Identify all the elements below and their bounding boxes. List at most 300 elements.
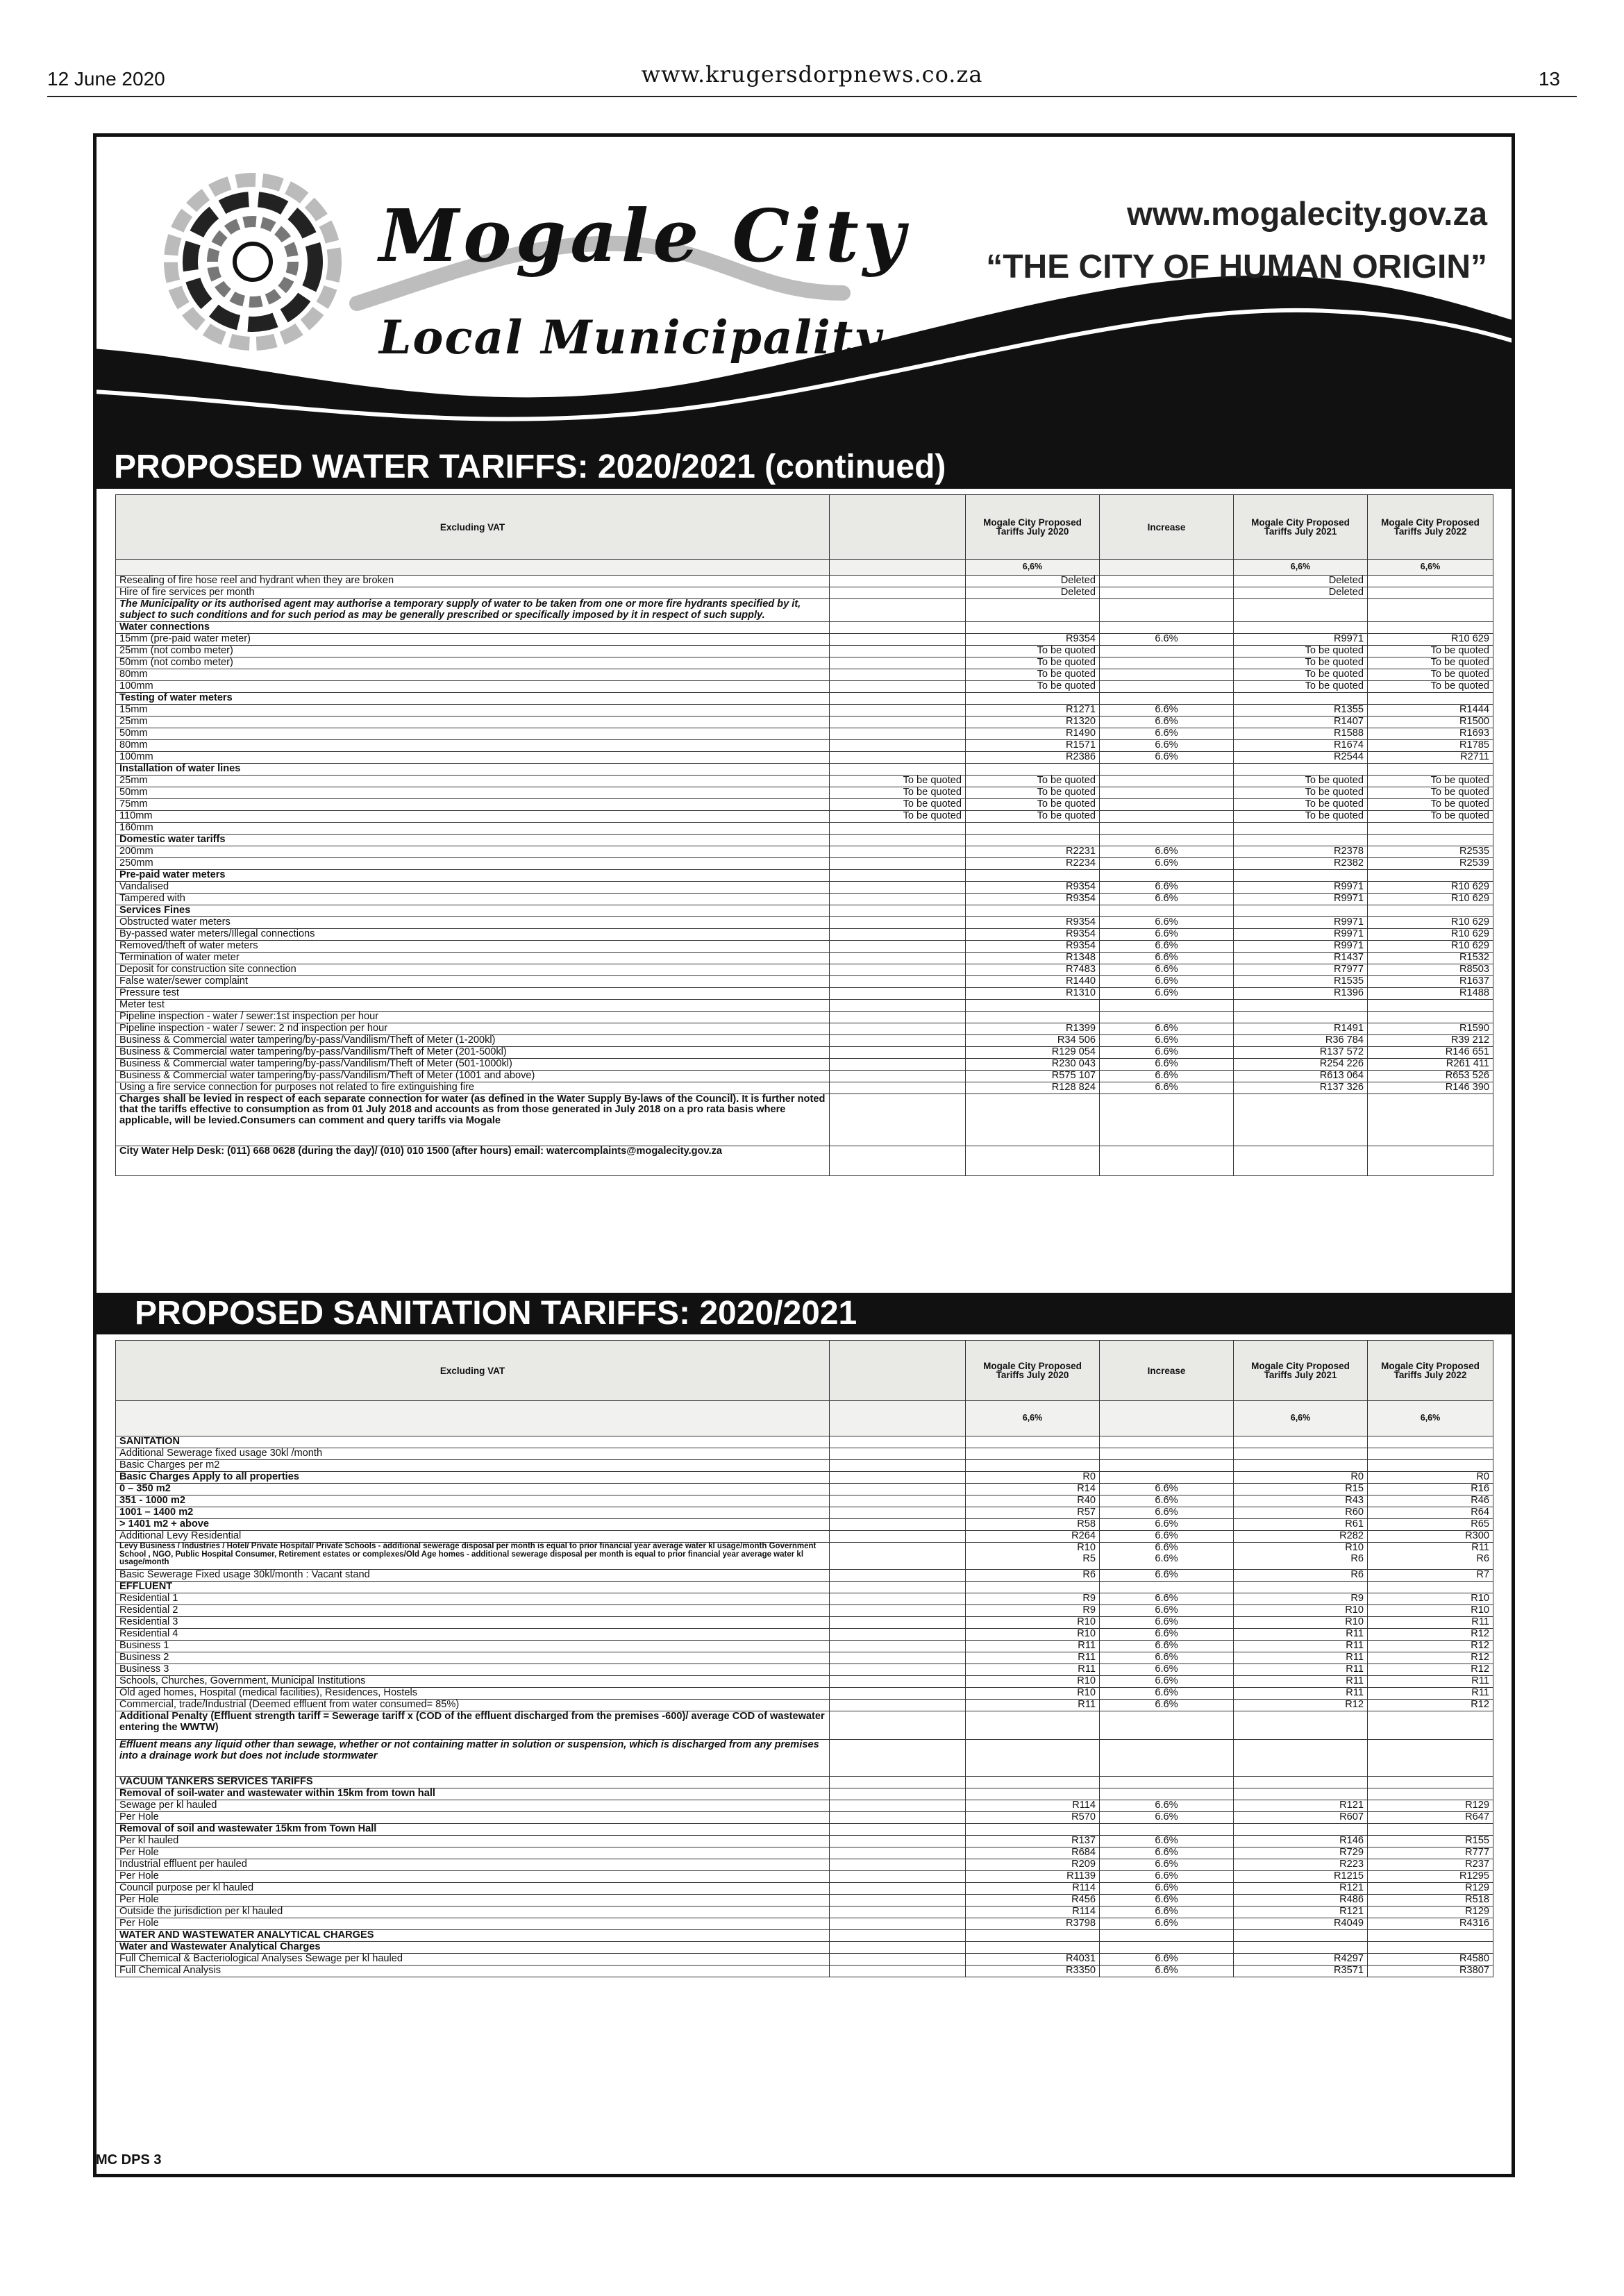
tariff-value: R16 — [1368, 1484, 1493, 1495]
tariff-value: R10 629 — [1368, 940, 1493, 952]
tariff-value: R58 — [966, 1519, 1100, 1531]
percent-cell: 6,6% — [966, 1401, 1100, 1436]
tariff-value: R4316 — [1368, 1918, 1493, 1930]
tariff-description: Installation of water lines — [116, 763, 830, 775]
tariff-value: 6.6% — [1100, 1800, 1234, 1812]
tariff-value: R11 — [966, 1700, 1100, 1711]
tariff-value: To be quoted — [1368, 775, 1493, 787]
tariff-value: R1490 — [966, 728, 1100, 739]
tariff-value: R11 — [1234, 1652, 1368, 1664]
tariff-description: Per Hole — [116, 1895, 830, 1907]
tariff-description: Using a fire service connection for purposes not related to fire extinguishing fire — [116, 1082, 830, 1093]
tariff-description: Additional Sewerage fixed usage 30kl /month — [116, 1448, 830, 1460]
tariff-value: R9354 — [966, 881, 1100, 893]
tariff-value: R9354 — [966, 893, 1100, 905]
advert-border — [93, 133, 1515, 2177]
tariff-value: R2382 — [1234, 857, 1368, 869]
tariff-description: Resealing of fire hose reel and hydrant when they are broken — [116, 576, 830, 587]
tariff-description: Business & Commercial water tampering/by-pass/Vandilism/Theft of Meter (1001 and above) — [116, 1070, 830, 1082]
tariff-value: R155 — [1368, 1836, 1493, 1847]
tariff-value: R1637 — [1368, 975, 1493, 987]
tariff-description: Residential 1 — [116, 1593, 830, 1605]
tariff-description: Pipeline inspection - water / sewer: 2 nd inspection per hour — [116, 1023, 830, 1034]
tariff-value: R607 — [1234, 1812, 1368, 1824]
tariff-value: R9 — [966, 1593, 1100, 1605]
tariff-value: R121 — [1234, 1800, 1368, 1812]
tariff-value: R647 — [1368, 1812, 1493, 1824]
tariff-value: R11 — [1368, 1676, 1493, 1688]
tariff-value: R9971 — [1234, 881, 1368, 893]
tariff-value: R10 629 — [1368, 928, 1493, 940]
tariff-value: R10 — [1368, 1605, 1493, 1617]
tariff-value: To be quoted — [966, 657, 1100, 669]
tariff-value: R65 — [1368, 1519, 1493, 1531]
tariff-value: R1271 — [966, 704, 1100, 716]
tariff-value: 6.6% — [1100, 916, 1234, 928]
tariff-value: To be quoted — [1234, 669, 1368, 680]
tariff-description: Basic Charges per m2 — [116, 1460, 830, 1472]
tariff-description: Additional Penalty (Effluent strength tariff = Sewerage tariff x (COD of the effluent discharged from the premises -600)/ average COD of wastewater entering the WWTW) — [116, 1711, 830, 1740]
tariff-value: R12 — [1368, 1652, 1493, 1664]
tariff-description: Pressure test — [116, 987, 830, 999]
tariff-value: To be quoted — [1234, 775, 1368, 787]
tariff-value: R10 R6 — [1234, 1543, 1368, 1570]
tariff-value: R1491 — [1234, 1023, 1368, 1034]
tariff-value: R12 — [1368, 1641, 1493, 1652]
tariff-value: R9 — [966, 1605, 1100, 1617]
tariff-description: Industrial effluent per hauled — [116, 1859, 830, 1871]
tariff-value: R1399 — [966, 1023, 1100, 1034]
tariff-description: 100mm — [116, 680, 830, 692]
tariff-value: R129 — [1368, 1883, 1493, 1895]
tariff-description: 200mm — [116, 846, 830, 857]
tariff-description: By-passed water meters/Illegal connections — [116, 928, 830, 940]
tariff-value: R300 — [1368, 1531, 1493, 1543]
tariff-value: R684 — [966, 1847, 1100, 1859]
tariff-value: 6.6% — [1100, 1966, 1234, 1977]
tariff-description: 50mm — [116, 728, 830, 739]
tariff-description: Schools, Churches, Government, Municipal Institutions — [116, 1676, 830, 1688]
tariff-description: Hire of fire services per month — [116, 587, 830, 599]
tariff-description: Basic Sewerage Fixed usage 30kl/month : Vacant stand — [116, 1570, 830, 1582]
tariff-description: 15mm (pre-paid water meter) — [116, 633, 830, 645]
tariff-value: To be quoted — [830, 787, 966, 798]
tariff-description: Levy Business / Industries / Hotel/ Private Hospital/ Private Schools - additional sewerage disposal per month is equal to prior financial year average water kl usage/month Government School , NGO, Public Hospital Consumer, Retirement estates or complexes/Old Age homes - additional sewerage disposal per month is equal to prior financial year average water kl usage/month — [116, 1543, 830, 1570]
tariff-value: 6.6% — [1100, 1070, 1234, 1082]
tariff-description: Full Chemical Analysis — [116, 1966, 830, 1977]
tariff-value: R121 — [1234, 1907, 1368, 1918]
tariff-value: Deleted — [1234, 576, 1368, 587]
tariff-description: Deposit for construction site connection — [116, 964, 830, 975]
tariff-value: R11 — [1234, 1629, 1368, 1641]
tariff-value: R6 — [966, 1570, 1100, 1582]
tariff-description: Water and Wastewater Analytical Charges — [116, 1942, 830, 1954]
tariff-value: R2711 — [1368, 751, 1493, 763]
tariff-value: 6.6% — [1100, 1688, 1234, 1700]
tariff-value: R1440 — [966, 975, 1100, 987]
tariff-value: R10 R5 — [966, 1543, 1100, 1570]
tariff-value: R1320 — [966, 716, 1100, 728]
tariff-value: 6.6% — [1100, 857, 1234, 869]
tariff-value: R1295 — [1368, 1871, 1493, 1883]
tariff-value: R456 — [966, 1895, 1100, 1907]
tariff-value: To be quoted — [1234, 645, 1368, 657]
tariff-value: R2539 — [1368, 857, 1493, 869]
tariff-description: 25mm (not combo meter) — [116, 645, 830, 657]
tariff-value: R114 — [966, 1800, 1100, 1812]
tariff-value: R570 — [966, 1812, 1100, 1824]
tariff-value: R223 — [1234, 1859, 1368, 1871]
tariff-value: To be quoted — [966, 645, 1100, 657]
footer-code: MC DPS 3 — [96, 2152, 162, 2168]
tariff-value: 6.6% — [1100, 1918, 1234, 1930]
tariff-value: R129 — [1368, 1907, 1493, 1918]
tariff-value: 6.6% — [1100, 975, 1234, 987]
tariff-value: R114 — [966, 1883, 1100, 1895]
tariff-description: Council purpose per kl hauled — [116, 1883, 830, 1895]
tariff-description: Per Hole — [116, 1871, 830, 1883]
tariff-description: Outside the jurisdiction per kl hauled — [116, 1907, 830, 1918]
tariff-value: R11 — [966, 1664, 1100, 1676]
tariff-description: Tampered with — [116, 893, 830, 905]
tariff-description: Removal of soil and wastewater 15km from Town Hall — [116, 1824, 830, 1836]
tariff-value: R1588 — [1234, 728, 1368, 739]
tariff-value: 6.6% — [1100, 1519, 1234, 1531]
tariff-description: Residential 3 — [116, 1617, 830, 1629]
tariff-value: 6.6% — [1100, 1570, 1234, 1582]
tariff-value: R9971 — [1234, 633, 1368, 645]
tariff-value: R10 — [1234, 1605, 1368, 1617]
tariff-value: R729 — [1234, 1847, 1368, 1859]
issue-date: 12 June 2020 — [47, 68, 165, 90]
tariff-value: R7977 — [1234, 964, 1368, 975]
tariff-value: To be quoted — [830, 798, 966, 810]
tariff-value: 6.6% — [1100, 1676, 1234, 1688]
tariff-value: R11 — [1234, 1688, 1368, 1700]
tariff-value: To be quoted — [966, 798, 1100, 810]
tariff-value: 6.6% — [1100, 1531, 1234, 1543]
tariff-value: R46 — [1368, 1495, 1493, 1507]
tariff-description: Charges shall be levied in respect of each separate connection for water (as defined in the Water Supply By-laws of the Council). It is further noted that the tariffs effective to consumption as from 01 July 2018 and accounts as from those generated in July 2018 on a pro rata basis where applicable, will be levied.Consumers can comment and query tariffs via Mogale — [116, 1093, 830, 1146]
tariff-value: R9354 — [966, 916, 1100, 928]
column-header: Mogale City Proposed Tariffs July 2021 — [1234, 1341, 1368, 1401]
tariff-value: R34 506 — [966, 1034, 1100, 1046]
tariff-value: To be quoted — [966, 787, 1100, 798]
tariff-value: R1785 — [1368, 739, 1493, 751]
tariff-value: R1348 — [966, 952, 1100, 964]
tariff-value: R1355 — [1234, 704, 1368, 716]
tariff-value: R0 — [1368, 1472, 1493, 1484]
tariff-value: R129 — [1368, 1800, 1493, 1812]
tariff-value: 6.6% — [1100, 1058, 1234, 1070]
tariff-description: Business & Commercial water tampering/by-pass/Vandilism/Theft of Meter (201-500kl) — [116, 1046, 830, 1058]
tariff-value: R1590 — [1368, 1023, 1493, 1034]
tariff-description: EFFLUENT — [116, 1582, 830, 1593]
tariff-description: 1001 – 1400 m2 — [116, 1507, 830, 1519]
percent-cell: 6,6% — [1234, 1401, 1368, 1436]
tariff-description: Termination of water meter — [116, 952, 830, 964]
tariff-value: R129 054 — [966, 1046, 1100, 1058]
tariff-value: R7 — [1368, 1570, 1493, 1582]
tariff-description: Removed/theft of water meters — [116, 940, 830, 952]
tariff-value: 6.6% — [1100, 751, 1234, 763]
column-header: Excluding VAT — [116, 1341, 830, 1401]
tariff-description: Removal of soil-water and wastewater within 15km from town hall — [116, 1788, 830, 1800]
column-header: Increase — [1100, 1341, 1234, 1401]
tariff-value: R137 572 — [1234, 1046, 1368, 1058]
tariff-value: To be quoted — [1234, 810, 1368, 822]
municipality-website: www.mogalecity.gov.za — [1127, 195, 1487, 232]
tariff-description: 250mm — [116, 857, 830, 869]
tariff-value: To be quoted — [1368, 798, 1493, 810]
brand-subtitle: Local Municipality — [379, 310, 882, 364]
tariff-value: R11 — [1368, 1688, 1493, 1700]
tariff-value: R1532 — [1368, 952, 1493, 964]
tariff-description: Meter test — [116, 999, 830, 1011]
percent-cell: 6,6% — [966, 560, 1100, 576]
tariff-description: 75mm — [116, 798, 830, 810]
tariff-value: R613 064 — [1234, 1070, 1368, 1082]
tariff-description: WATER AND WASTEWATER ANALYTICAL CHARGES — [116, 1930, 830, 1942]
tariff-description: Water connections — [116, 621, 830, 633]
tariff-value: R11 — [1368, 1617, 1493, 1629]
tariff-value: R3571 — [1234, 1966, 1368, 1977]
tariff-description: 50mm (not combo meter) — [116, 657, 830, 669]
tariff-value: 6.6% — [1100, 1954, 1234, 1966]
tariff-description: Business & Commercial water tampering/by-pass/Vandilism/Theft of Meter (1-200kl) — [116, 1034, 830, 1046]
tariff-value: To be quoted — [1234, 798, 1368, 810]
tariff-value: R10 — [1368, 1593, 1493, 1605]
tariff-description: Effluent means any liquid other than sewage, whether or not containing matter in solution or suspension, which is discharged from any premises into a drainage work but does not include stormwater — [116, 1740, 830, 1777]
tariff-value: To be quoted — [830, 810, 966, 822]
column-header: Increase — [1100, 495, 1234, 560]
column-header: Mogale City Proposed Tariffs July 2020 — [966, 495, 1100, 560]
column-header: Mogale City Proposed Tariffs July 2022 — [1368, 495, 1493, 560]
tariff-description: City Water Help Desk: (011) 668 0628 (during the day)/ (010) 010 1500 (after hours) email: watercomplaints@mogalecity.gov.za — [116, 1146, 830, 1175]
tariff-value: R9971 — [1234, 893, 1368, 905]
tariff-value: 6.6% — [1100, 1895, 1234, 1907]
tariff-value: R9971 — [1234, 940, 1368, 952]
tariff-value: R11 — [966, 1641, 1100, 1652]
tariff-value: 6.6% — [1100, 893, 1234, 905]
tariff-description: 80mm — [116, 739, 830, 751]
tariff-value: To be quoted — [966, 775, 1100, 787]
tariff-value: R11 — [1234, 1676, 1368, 1688]
tariff-description: 50mm — [116, 787, 830, 798]
tariff-value: R121 — [1234, 1883, 1368, 1895]
tariff-value: 6.6% — [1100, 1593, 1234, 1605]
tariff-value: 6.6% — [1100, 633, 1234, 645]
tariff-value: To be quoted — [966, 680, 1100, 692]
tariff-value: To be quoted — [1234, 657, 1368, 669]
brand-name: Mogale City — [379, 193, 910, 278]
tariff-value: 6.6% — [1100, 1700, 1234, 1711]
tariff-description: 25mm — [116, 775, 830, 787]
tariff-value: R1437 — [1234, 952, 1368, 964]
tariff-value: R1674 — [1234, 739, 1368, 751]
column-header: Mogale City Proposed Tariffs July 2021 — [1234, 495, 1368, 560]
tariff-value: R4049 — [1234, 1918, 1368, 1930]
tariff-value: 6.6% — [1100, 964, 1234, 975]
tariff-value: 6.6% — [1100, 846, 1234, 857]
tariff-value: R9354 — [966, 928, 1100, 940]
tariff-value: R9971 — [1234, 928, 1368, 940]
tariff-description: Pipeline inspection - water / sewer:1st inspection per hour — [116, 1011, 830, 1023]
tariff-value: R2386 — [966, 751, 1100, 763]
tariff-value: R9354 — [966, 940, 1100, 952]
tariff-value: 6.6% — [1100, 1629, 1234, 1641]
tariff-description: Services Fines — [116, 905, 830, 916]
tariff-value: R64 — [1368, 1507, 1493, 1519]
tariff-value: R1139 — [966, 1871, 1100, 1883]
tariff-description: Business 3 — [116, 1664, 830, 1676]
tariff-value: R777 — [1368, 1847, 1493, 1859]
column-header: Mogale City Proposed Tariffs July 2020 — [966, 1341, 1100, 1401]
tariff-value: 6.6% — [1100, 1617, 1234, 1629]
tariff-value: R2234 — [966, 857, 1100, 869]
tariff-value: R4580 — [1368, 1954, 1493, 1966]
tariff-value: R39 212 — [1368, 1034, 1493, 1046]
tariff-value: R11 — [1234, 1641, 1368, 1652]
tariff-value: R43 — [1234, 1495, 1368, 1507]
water-section-title: PROPOSED WATER TARIFFS: 2020/2021 (continued) — [93, 446, 1515, 489]
tariff-value: R12 — [1368, 1629, 1493, 1641]
tariff-description: Business 1 — [116, 1641, 830, 1652]
tariff-value: R40 — [966, 1495, 1100, 1507]
tariff-value: R10 — [966, 1676, 1100, 1688]
tariff-description: Vandalised — [116, 881, 830, 893]
tariff-value: R146 651 — [1368, 1046, 1493, 1058]
tariff-value: R2231 — [966, 846, 1100, 857]
tariff-description: Obstructed water meters — [116, 916, 830, 928]
tariff-value: R36 784 — [1234, 1034, 1368, 1046]
tariff-description: The Municipality or its authorised agent may authorise a temporary supply of water to be taken from one or more fire hydrants specified by it, subject to such conditions and for such period as may be generally prescribed or specifically imposed by it in respect of such supply. — [116, 599, 830, 622]
tariff-value: 6.6% — [1100, 1859, 1234, 1871]
tariff-value: R137 — [966, 1836, 1100, 1847]
tariff-value: Deleted — [966, 587, 1100, 599]
tariff-value: R3350 — [966, 1966, 1100, 1977]
header-rule — [47, 96, 1577, 97]
tariff-description: VACUUM TANKERS SERVICES TARIFFS — [116, 1777, 830, 1788]
tariff-value: 6.6% — [1100, 1484, 1234, 1495]
tariff-description: Additional Levy Residential — [116, 1531, 830, 1543]
tariff-value: R9971 — [1234, 916, 1368, 928]
tariff-description: Old aged homes, Hospital (medical facilities), Residences, Hostels — [116, 1688, 830, 1700]
tariff-value: R12 — [1368, 1664, 1493, 1676]
tariff-value: R10 629 — [1368, 893, 1493, 905]
tariff-description: Business 2 — [116, 1652, 830, 1664]
newspaper-header — [0, 0, 1624, 104]
tariff-value: R128 824 — [966, 1082, 1100, 1093]
tariff-value: R1500 — [1368, 716, 1493, 728]
tariff-value: 6.6% — [1100, 739, 1234, 751]
sanitation-section-title: PROPOSED SANITATION TARIFFS: 2020/2021 — [93, 1293, 1515, 1334]
tariff-value: R0 — [1234, 1472, 1368, 1484]
tariff-description: Per Hole — [116, 1812, 830, 1824]
tariff-value: 6.6% — [1100, 928, 1234, 940]
newspaper-website: www.krugersdorpnews.co.za — [641, 61, 983, 87]
tariff-value: R11 — [966, 1652, 1100, 1664]
tariff-value: To be quoted — [1368, 645, 1493, 657]
tariff-value: 6.6% 6.6% — [1100, 1543, 1234, 1570]
tariff-value: 6.6% — [1100, 1907, 1234, 1918]
tariff-description: Sewage per kl hauled — [116, 1800, 830, 1812]
tariff-description: 100mm — [116, 751, 830, 763]
tariff-value: R12 — [1234, 1700, 1368, 1711]
tariff-value: R146 — [1234, 1836, 1368, 1847]
tariff-description: Pre-paid water meters — [116, 869, 830, 881]
tariff-description: Testing of water meters — [116, 692, 830, 704]
tariff-value: R4297 — [1234, 1954, 1368, 1966]
tariff-description: Domestic water tariffs — [116, 834, 830, 846]
tariff-value: R10 629 — [1368, 633, 1493, 645]
tariff-value: R230 043 — [966, 1058, 1100, 1070]
tariff-value: R10 — [966, 1688, 1100, 1700]
tariff-description: Commercial, trade/Industrial (Deemed effluent from water consumed= 85%) — [116, 1700, 830, 1711]
tariff-value: R1535 — [1234, 975, 1368, 987]
tariff-value: R11 — [1234, 1664, 1368, 1676]
tariff-value: R1488 — [1368, 987, 1493, 999]
tariff-description: > 1401 m2 + above — [116, 1519, 830, 1531]
tariff-value: R3798 — [966, 1918, 1100, 1930]
tariff-value: R14 — [966, 1484, 1100, 1495]
tariff-value: 6.6% — [1100, 1847, 1234, 1859]
tariff-value: R0 — [966, 1472, 1100, 1484]
tariff-description: Per Hole — [116, 1918, 830, 1930]
tariff-value: R1215 — [1234, 1871, 1368, 1883]
tariff-description: 80mm — [116, 669, 830, 680]
tariff-value: R12 — [1368, 1700, 1493, 1711]
tariff-value: 6.6% — [1100, 1641, 1234, 1652]
tariff-value: 6.6% — [1100, 1605, 1234, 1617]
page-number: 13 — [1538, 68, 1560, 90]
tariff-value: Deleted — [1234, 587, 1368, 599]
tariff-value: R2378 — [1234, 846, 1368, 857]
tariff-value: R2544 — [1234, 751, 1368, 763]
tariff-value: R10 629 — [1368, 916, 1493, 928]
tariff-value: To be quoted — [966, 669, 1100, 680]
tariff-value: R15 — [1234, 1484, 1368, 1495]
slogan: “THE CITY OF HUMAN ORIGIN” — [986, 249, 1487, 285]
tariff-description: 15mm — [116, 704, 830, 716]
tariff-value: R1571 — [966, 739, 1100, 751]
tariff-value: To be quoted — [966, 810, 1100, 822]
tariff-value: 6.6% — [1100, 987, 1234, 999]
tariff-value: R1407 — [1234, 716, 1368, 728]
tariff-value: R9 — [1234, 1593, 1368, 1605]
tariff-value: To be quoted — [1368, 680, 1493, 692]
tariff-description: Full Chemical & Bacteriological Analyses Sewage per kl hauled — [116, 1954, 830, 1966]
tariff-description: 25mm — [116, 716, 830, 728]
tariff-value: R264 — [966, 1531, 1100, 1543]
tariff-value: R261 411 — [1368, 1058, 1493, 1070]
tariff-description: 160mm — [116, 822, 830, 834]
tariff-description: 110mm — [116, 810, 830, 822]
tariff-value: 6.6% — [1100, 1812, 1234, 1824]
tariff-value: R2535 — [1368, 846, 1493, 857]
tariff-description: Basic Charges Apply to all properties — [116, 1472, 830, 1484]
tariff-value: 6.6% — [1100, 940, 1234, 952]
tariff-value: R114 — [966, 1907, 1100, 1918]
tariff-value: 6.6% — [1100, 704, 1234, 716]
tariff-description: False water/sewer complaint — [116, 975, 830, 987]
tariff-value: To be quoted — [1234, 787, 1368, 798]
tariff-value: R1693 — [1368, 728, 1493, 739]
tariff-value: R3807 — [1368, 1966, 1493, 1977]
tariff-value: 6.6% — [1100, 1507, 1234, 1519]
tariff-value: R10 — [966, 1629, 1100, 1641]
tariff-value: Deleted — [966, 576, 1100, 587]
